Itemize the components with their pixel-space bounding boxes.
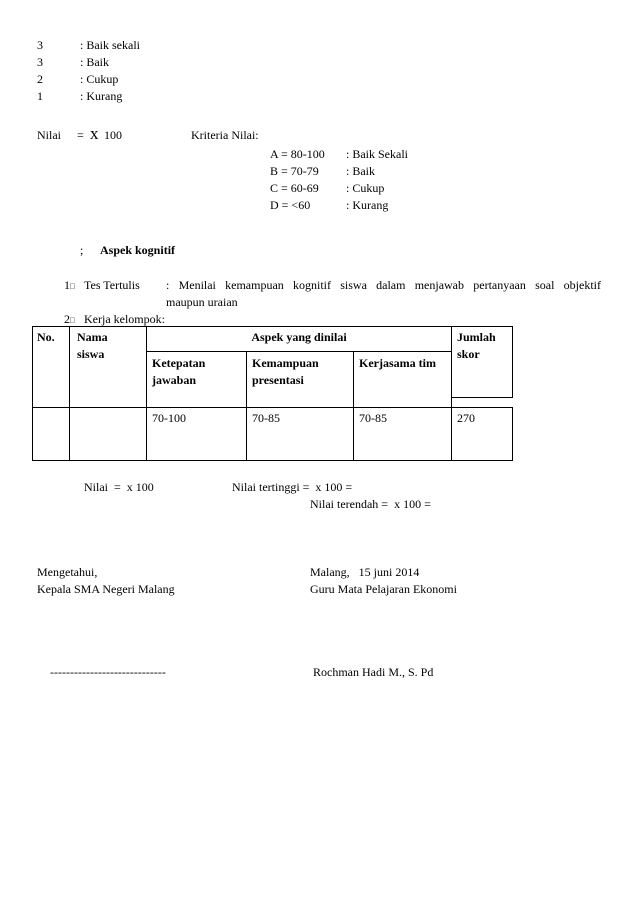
- signature-left-role: Kepala SMA Negeri Malang: [37, 582, 175, 596]
- item-description: : Menilai kemampuan kognitif siswa dalam menjawab pertanyaan soal objektif: [166, 278, 601, 292]
- sub-header-accuracy-cont: jawaban: [152, 373, 197, 387]
- signature-left-title: Mengetahui,: [37, 565, 98, 579]
- item-description-cont: maupun uraian: [166, 295, 238, 309]
- section-heading: Aspek kognitif: [100, 243, 176, 257]
- cell-accuracy: 70-100: [152, 411, 186, 425]
- cell-presentation: 70-85: [252, 411, 280, 425]
- scale-label: : Cukup: [80, 72, 119, 86]
- cell-teamwork: 70-85: [359, 411, 387, 425]
- signature-right-role: Guru Mata Pelajaran Ekonomi: [310, 582, 457, 596]
- col-name-header-cont: siswa: [77, 347, 105, 361]
- criteria-range: A = 80-100: [270, 147, 325, 161]
- formula-x: x: [90, 124, 99, 143]
- sub-header-presentation-cont: presentasi: [252, 373, 304, 387]
- cell-total: 270: [457, 411, 475, 425]
- item-label: Kerja kelompok:: [84, 312, 165, 326]
- scale-label: : Baik: [80, 55, 109, 69]
- criteria-range: B = 70-79: [270, 164, 319, 178]
- sub-header-teamwork: Kerjasama tim: [359, 356, 436, 370]
- col-total-header: Jumlah: [457, 330, 496, 344]
- criteria-label: : Baik Sekali: [346, 147, 408, 161]
- item-number: 2□: [64, 312, 75, 326]
- scale-score: 3: [37, 38, 43, 52]
- scale-score: 3: [37, 55, 43, 69]
- formula-hundred: 100: [104, 128, 122, 142]
- sub-header-presentation: Kemampuan: [252, 356, 319, 370]
- criteria-label: : Cukup: [346, 181, 385, 195]
- scale-score: 1: [37, 89, 43, 103]
- criteria-label: : Baik: [346, 164, 375, 178]
- item-label: Tes Tertulis: [84, 278, 140, 292]
- criteria-label: : Kurang: [346, 198, 389, 212]
- criteria-range: D = <60: [270, 198, 311, 212]
- col-name-header: Nama: [77, 330, 108, 344]
- bullet: ;: [80, 243, 84, 257]
- scale-score: 2: [37, 72, 43, 86]
- criteria-title: Kriteria Nilai:: [191, 128, 259, 142]
- box-symbol-icon: □: [70, 281, 75, 291]
- sub-header-accuracy: Ketepatan: [152, 356, 206, 370]
- signature-right-name: Rochman Hadi M., S. Pd: [313, 665, 434, 679]
- col-total-header-cont: skor: [457, 347, 480, 361]
- signature-left-line: -----------------------------: [50, 665, 166, 679]
- col-no-header: No.: [37, 330, 55, 344]
- max-score-formula: Nilai tertinggi = x 100 =: [232, 480, 353, 494]
- scale-label: : Kurang: [80, 89, 123, 103]
- criteria-range: C = 60-69: [270, 181, 319, 195]
- box-symbol-icon: □: [70, 315, 75, 325]
- signature-right-place-date: Malang, 15 juni 2014: [310, 565, 420, 579]
- score-formula: Nilai = x 100: [84, 480, 154, 494]
- scale-label: : Baik sekali: [80, 38, 140, 52]
- min-score-formula: Nilai terendah = x 100 =: [310, 497, 431, 511]
- item-number: 1□: [64, 278, 75, 292]
- formula-label: Nilai: [37, 128, 61, 142]
- col-aspect-header: Aspek yang dinilai: [251, 330, 347, 344]
- formula-eq: =: [77, 128, 84, 142]
